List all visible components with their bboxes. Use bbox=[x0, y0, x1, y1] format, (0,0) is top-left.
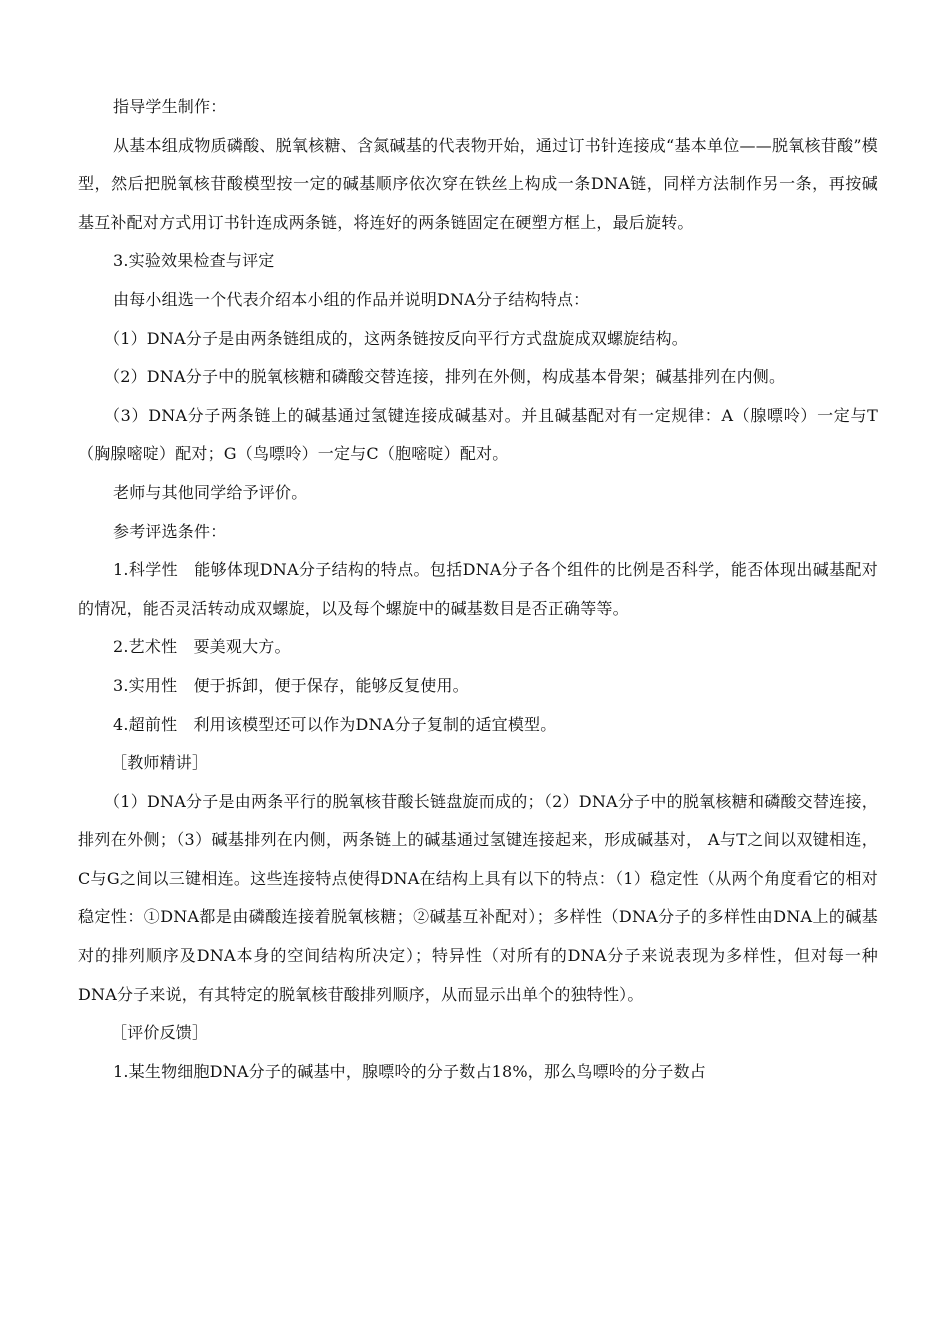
paragraph-making-steps: 从基本组成物质磷酸、脱氧核糖、含氮碱基的代表物开始，通过订书针连接成“基本单位——脱氧核苷酸”模型，然后把脱氧核苷酸模型按一定的碱基顺序依次穿在铁丝上构成一条DNA链，同样方法制作另一条，再按碱基互补配对方式用订书针连成两条链，将连好的两条链固定在硬塑方框上，最后旋转。 bbox=[78, 135, 878, 232]
paragraph-criteria-heading: 参考评选条件： bbox=[113, 521, 227, 541]
criteria-item-scientific: 1.科学性 能够体现DNA分子结构的特点。包括DNA分子各个组件的比例是否科学，能否体现出碱基配对的情况，能否灵活转动成双螺旋，以及每个螺旋中的碱基数目是否正确等等。 bbox=[78, 560, 878, 618]
heading-experiment-evaluation: 3.实验效果检查与评定 bbox=[113, 251, 275, 271]
list-item-structure-3: （3）DNA分子两条链上的碱基通过氢键连接成碱基对。并且碱基配对有一定规律：A（腺嘌呤）一定与T（胸腺嘧啶）配对；G（鸟嘌呤）一定与C（胞嘧啶）配对。 bbox=[78, 405, 878, 464]
paragraph-teacher-evaluation: 老师与其他同学给予评价。 bbox=[113, 482, 308, 502]
document-page bbox=[78, 88, 878, 1091]
paragraph-group-presentation: 由每小组选一个代表介绍本小组的作品并说明DNA分子结构特点： bbox=[113, 289, 590, 309]
list-item-structure-2: （2）DNA分子中的脱氧核糖和磷酸交替连接，排列在外侧，构成基本骨架；碱基排列在内侧。 bbox=[104, 367, 786, 387]
criteria-item-artistic: 2.艺术性 要美观大方。 bbox=[113, 637, 291, 657]
criteria-item-advanced: 4.超前性 利用该模型还可以作为DNA分子复制的适宜模型。 bbox=[113, 714, 557, 734]
question-1: 1.某生物细胞DNA分子的碱基中，腺嘌呤的分子数占18%，那么鸟嘌呤的分子数占 bbox=[113, 1061, 707, 1081]
list-item-structure-1: （1）DNA分子是由两条链组成的，这两条链按反向平行方式盘旋成双螺旋结构。 bbox=[104, 328, 688, 348]
section-heading-teacher-lecture: ［教师精讲］ bbox=[111, 753, 209, 773]
criteria-item-practical: 3.实用性 便于拆卸，便于保存，能够反复使用。 bbox=[113, 675, 469, 695]
section-heading-feedback: ［评价反馈］ bbox=[111, 1023, 209, 1043]
paragraph-teacher-lecture: （1）DNA分子是由两条平行的脱氧核苷酸长链盘旋而成的；（2）DNA分子中的脱氧核糖和磷酸交替连接，排列在外侧；（3）碱基排列在内侧，两条链上的碱基通过氢键连接起来，形成碱基对， A与T之间以双键相连，C与G之间以三键相连。这些连接特点使得DNA在结构上具有以下的特点：（1）稳定性（从两个角度看它的相对稳定性：①DNA都是由磷酸连接着脱氧核糖；②碱基互补配对）；多样性（DNA分子的多样性由DNA上的碱基对的排列顺序及DNA本身的空间结构所决定）；特异性（对所有的DNA分子来说表现为多样性，但对每一种DNA分子来说，有其特定的脱氧核苷酸排列顺序，从而显示出单个的独特性）。 bbox=[78, 791, 878, 1004]
paragraph-guide-students: 指导学生制作： bbox=[113, 97, 227, 116]
